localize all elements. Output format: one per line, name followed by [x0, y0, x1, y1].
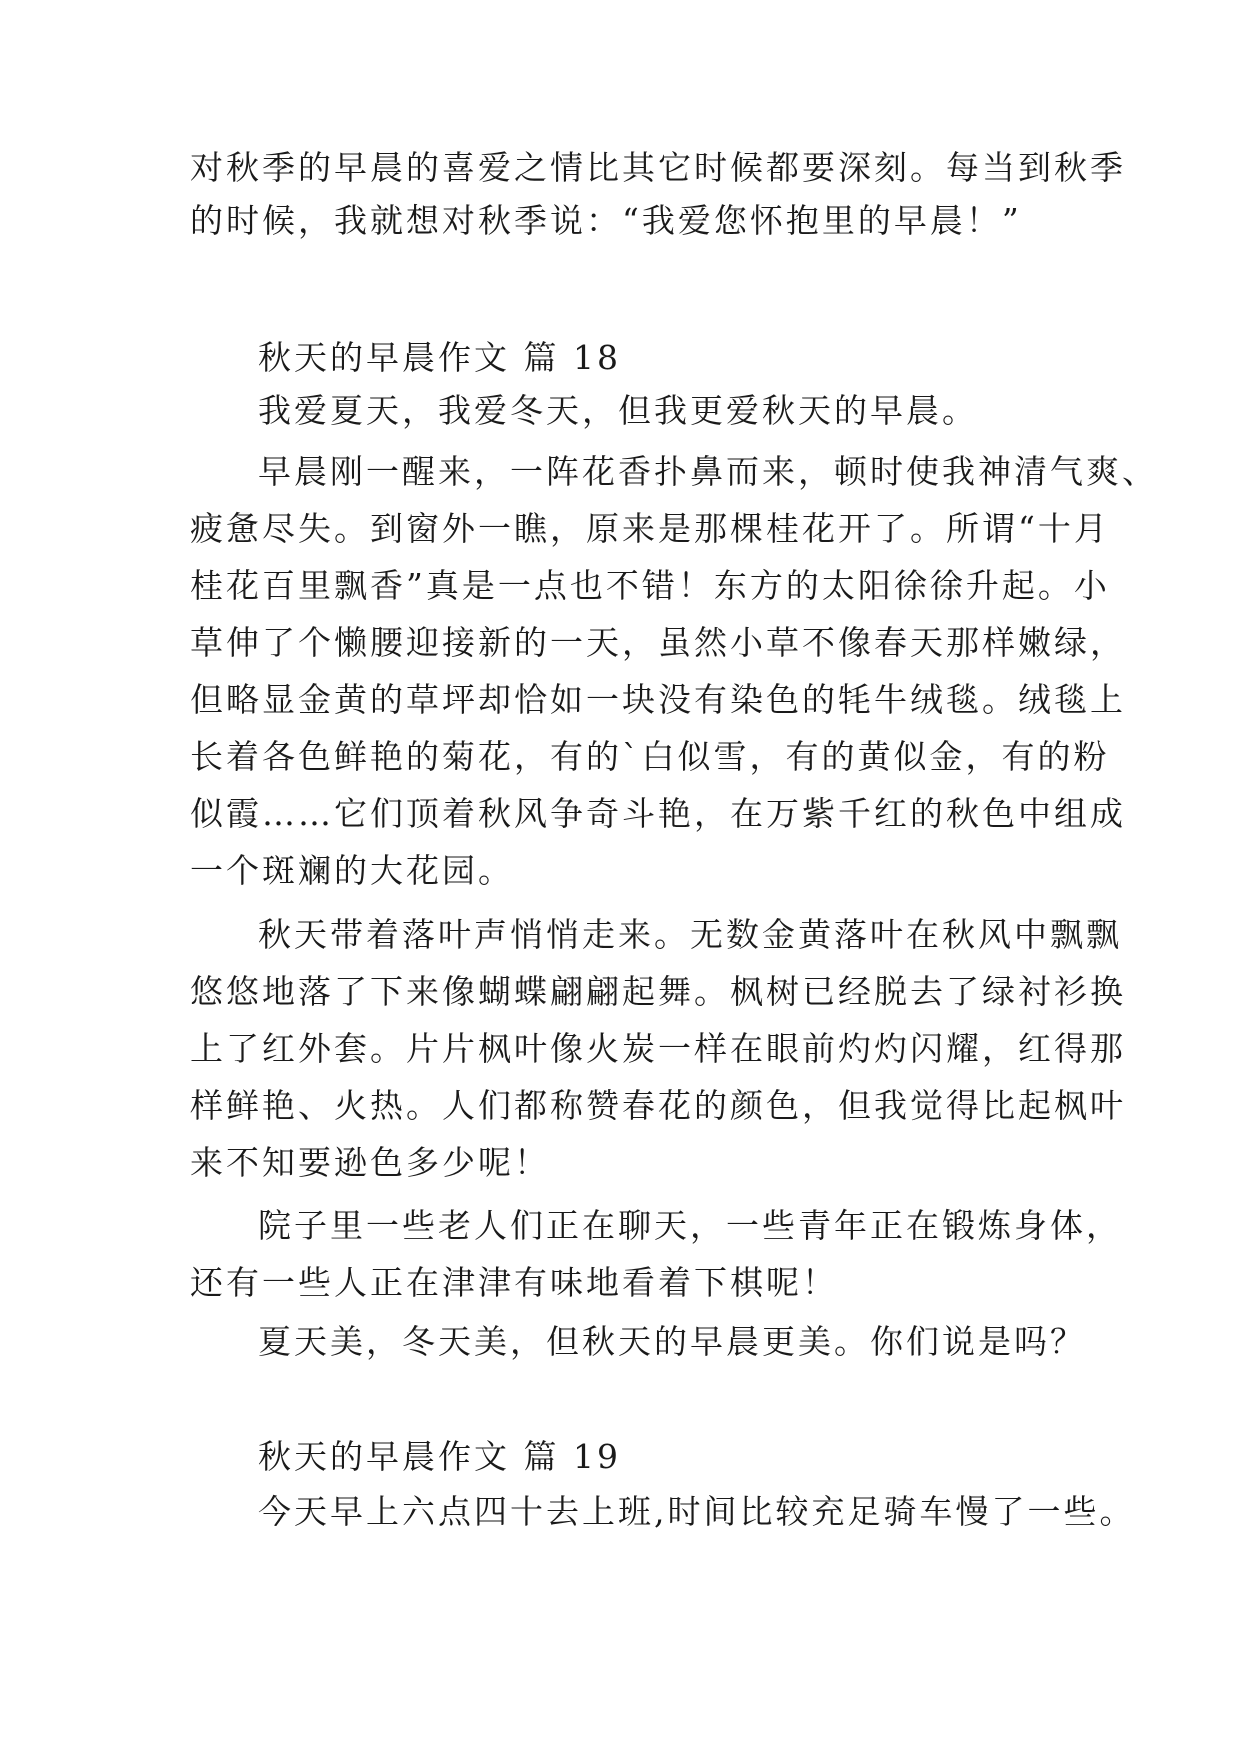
- paragraph-line: 秋天带着落叶声悄悄走来。无数金黄落叶在秋风中飘飘: [258, 915, 1122, 954]
- paragraph-line: 对秋季的早晨的喜爱之情比其它时候都要深刻。每当到秋季: [190, 148, 1126, 187]
- paragraph-line: 院子里一些老人们正在聊天，一些青年正在锻炼身体，: [258, 1206, 1122, 1245]
- paragraph-line: 桂花百里飘香”真是一点也不错！东方的太阳徐徐升起。小: [190, 566, 1110, 605]
- paragraph-line: 夏天美，冬天美，但秋天的早晨更美。你们说是吗？: [258, 1322, 1086, 1361]
- paragraph-line: 我爱夏天，我爱冬天，但我更爱秋天的早晨。: [258, 391, 978, 430]
- paragraph-line: 疲惫尽失。到窗外一瞧，原来是那棵桂花开了。所谓“十月: [190, 509, 1110, 548]
- paragraph-line: 似霞……它们顶着秋风争奇斗艳，在万紫千红的秋色中组成: [190, 794, 1126, 833]
- paragraph-line: 早晨刚一醒来，一阵花香扑鼻而来，顿时使我神清气爽、: [258, 452, 1158, 491]
- paragraph-line: 草伸了个懒腰迎接新的一天，虽然小草不像春天那样嫩绿，: [190, 623, 1126, 662]
- paragraph-line: 上了红外套。片片枫叶像火炭一样在眼前灼灼闪耀，红得那: [190, 1029, 1126, 1068]
- paragraph-line: 悠悠地落了下来像蝴蝶翩翩起舞。枫树已经脱去了绿衬衫换: [190, 972, 1126, 1011]
- paragraph-line: 长着各色鲜艳的菊花，有的`白似雪，有的黄似金，有的粉: [190, 737, 1110, 776]
- paragraph-line: 还有一些人正在津津有味地看着下棋呢！: [190, 1263, 838, 1302]
- paragraph-line: 一个斑斓的大花园。: [190, 851, 514, 890]
- paragraph-line: 来不知要逊色多少呢！: [190, 1143, 550, 1182]
- paragraph-line: 但略显金黄的草坪却恰如一块没有染色的牦牛绒毯。绒毯上: [190, 680, 1126, 719]
- paragraph-line: 今天早上六点四十去上班,时间比较充足骑车慢了一些。: [258, 1492, 1136, 1531]
- paragraph-line: 样鲜艳、火热。人们都称赞春花的颜色，但我觉得比起枫叶: [190, 1086, 1126, 1125]
- paragraph-line: 的时候，我就想对秋季说：“我爱您怀抱里的早晨！”: [190, 201, 1022, 240]
- section-heading-19: 秋天的早晨作文 篇 19: [258, 1437, 621, 1476]
- section-heading-18: 秋天的早晨作文 篇 18: [258, 338, 621, 377]
